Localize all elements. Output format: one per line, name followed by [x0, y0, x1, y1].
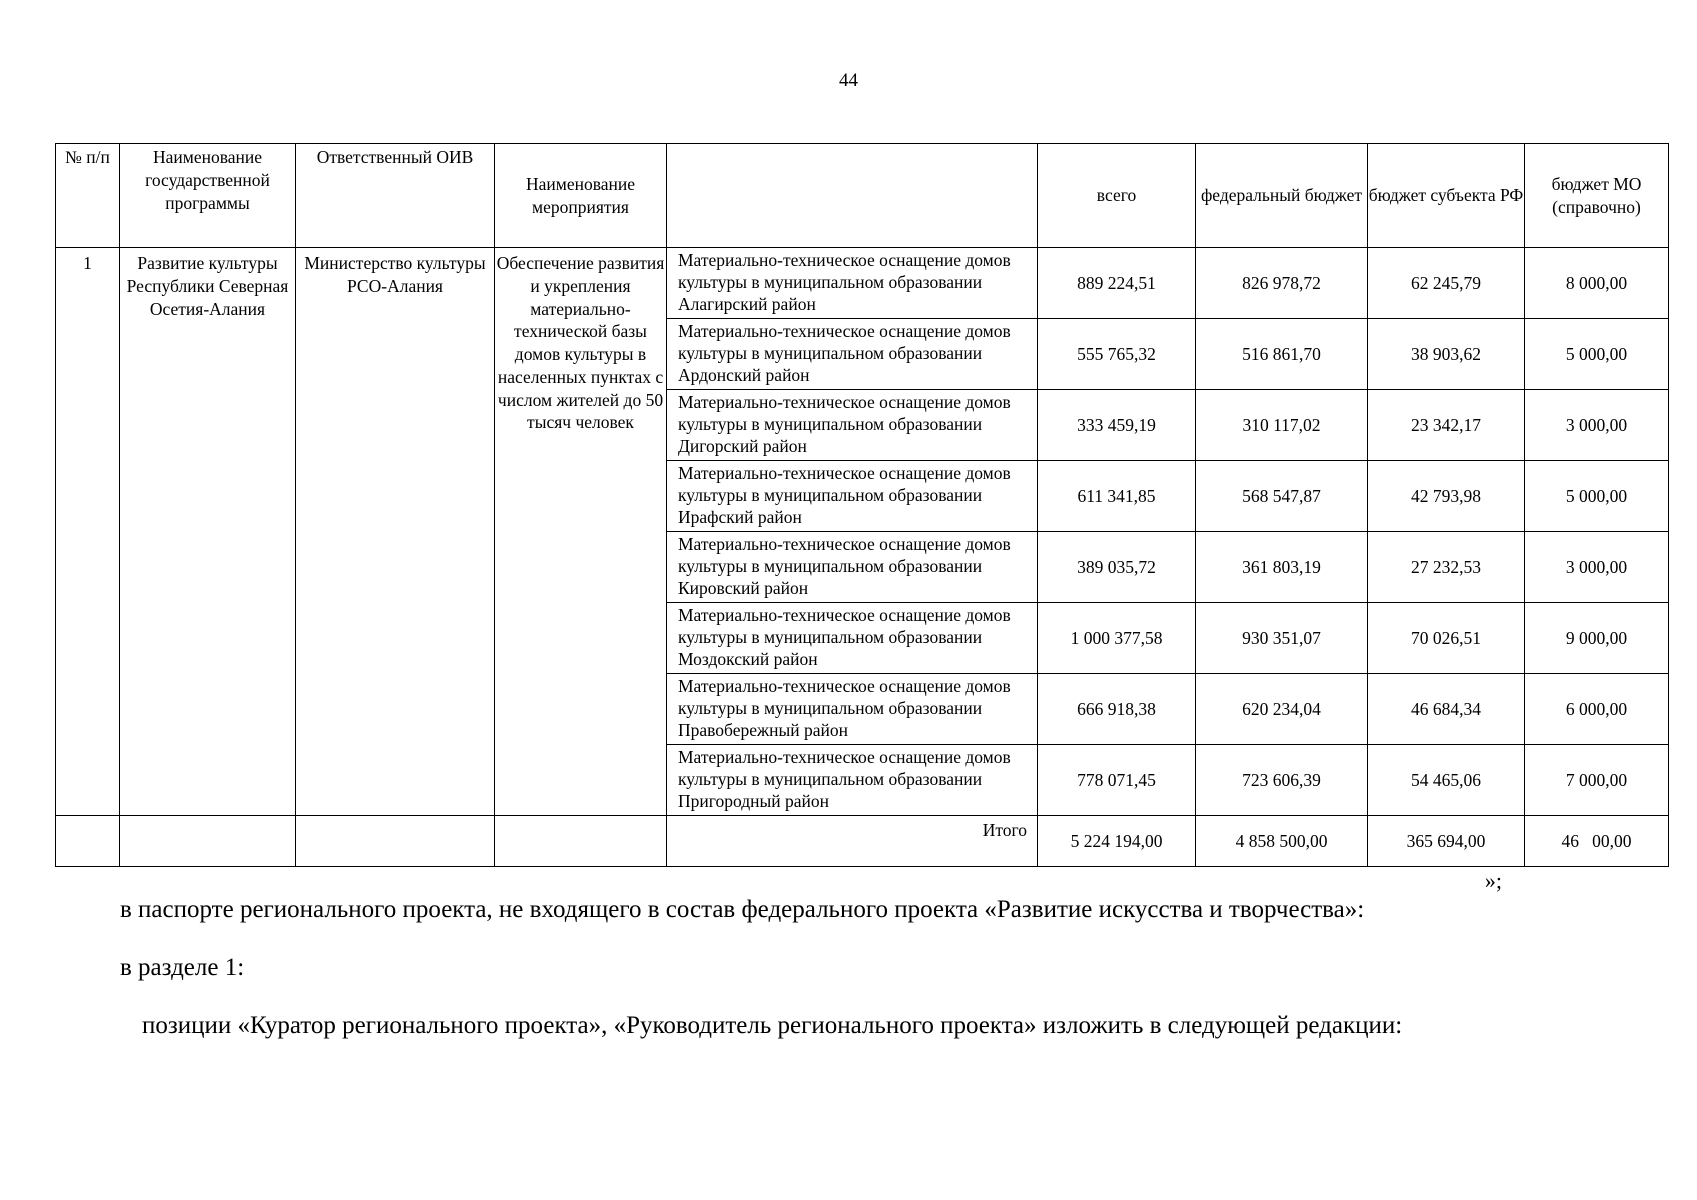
empty-cell: [120, 816, 296, 867]
page-number: 44: [839, 70, 858, 91]
federal-cell: 361 803,19: [1196, 532, 1368, 603]
totals-mo: 46 00,00: [1525, 816, 1669, 867]
header-subject: бюджет субъекта РФ: [1368, 144, 1525, 248]
closing-quote: »;: [1484, 868, 1502, 893]
activity-cell: Материально-техническое оснащение домов культуры в муниципальном образовании Дигорский район: [667, 390, 1038, 461]
total-cell: 778 071,45: [1038, 745, 1196, 816]
activity-cell: Материально-техническое оснащение домов культуры в муниципальном образовании Правобережный район: [667, 674, 1038, 745]
mo-cell: 5 000,00: [1525, 319, 1669, 390]
header-total: всего: [1038, 144, 1196, 248]
total-cell: 389 035,72: [1038, 532, 1196, 603]
mo-cell: 7 000,00: [1525, 745, 1669, 816]
header-mo: бюджет МО (справочно): [1525, 144, 1669, 248]
subject-cell: 70 026,51: [1368, 603, 1525, 674]
total-cell: 611 341,85: [1038, 461, 1196, 532]
header-event: Наименование мероприятия: [495, 144, 667, 248]
totals-subject: 365 694,00: [1368, 816, 1525, 867]
totals-row: [56, 816, 1669, 867]
empty-cell: [56, 816, 120, 867]
empty-cell: [495, 816, 667, 867]
subject-cell: 27 232,53: [1368, 532, 1525, 603]
federal-cell: 516 861,70: [1196, 319, 1368, 390]
subject-cell: 46 684,34: [1368, 674, 1525, 745]
mo-cell: 6 000,00: [1525, 674, 1669, 745]
header-row: [56, 144, 1669, 248]
total-cell: 666 918,38: [1038, 674, 1196, 745]
totals-label: Итого: [667, 816, 1038, 867]
totals-total: 5 224 194,00: [1038, 816, 1196, 867]
federal-cell: 568 547,87: [1196, 461, 1368, 532]
mo-cell: 5 000,00: [1525, 461, 1669, 532]
header-num: № п/п: [56, 144, 120, 248]
total-cell: 1 000 377,58: [1038, 603, 1196, 674]
activity-cell: Материально-техническое оснащение домов культуры в муниципальном образовании Пригородный район: [667, 745, 1038, 816]
paragraph-section: в разделе 1:: [120, 954, 245, 981]
activity-cell: Материально-техническое оснащение домов культуры в муниципальном образовании Ирафский район: [667, 461, 1038, 532]
activity-cell: Материально-техническое оснащение домов культуры в муниципальном образовании Кировский район: [667, 532, 1038, 603]
federal-cell: 826 978,72: [1196, 248, 1368, 319]
paragraph-passport: в паспорте регионального проекта, не входящего в состав федерального проекта «Развитие искусства и творчества»:: [120, 896, 1365, 923]
activity-cell: Материально-техническое оснащение домов культуры в муниципальном образовании Ардонский район: [667, 319, 1038, 390]
program-name: Развитие культуры Республики Северная Осетия-Алания: [120, 248, 296, 816]
header-blank: [667, 144, 1038, 248]
totals-federal: 4 858 500,00: [1196, 816, 1368, 867]
federal-cell: 310 117,02: [1196, 390, 1368, 461]
header-responsible: Ответственный ОИВ: [296, 144, 495, 248]
budget-table: [55, 143, 1669, 867]
subject-cell: 38 903,62: [1368, 319, 1525, 390]
table-row: [56, 248, 1669, 319]
federal-cell: 620 234,04: [1196, 674, 1368, 745]
activity-cell: Материально-техническое оснащение домов культуры в муниципальном образовании Моздокский район: [667, 603, 1038, 674]
mo-cell: 3 000,00: [1525, 390, 1669, 461]
header-federal: федеральный бюджет: [1196, 144, 1368, 248]
subject-cell: 42 793,98: [1368, 461, 1525, 532]
total-cell: 333 459,19: [1038, 390, 1196, 461]
federal-cell: 723 606,39: [1196, 745, 1368, 816]
row-number: 1: [56, 248, 120, 816]
mo-cell: 8 000,00: [1525, 248, 1669, 319]
subject-cell: 23 342,17: [1368, 390, 1525, 461]
mo-cell: 3 000,00: [1525, 532, 1669, 603]
subject-cell: 62 245,79: [1368, 248, 1525, 319]
subject-cell: 54 465,06: [1368, 745, 1525, 816]
header-program: Наименование государственной программы: [120, 144, 296, 248]
total-cell: 555 765,32: [1038, 319, 1196, 390]
federal-cell: 930 351,07: [1196, 603, 1368, 674]
empty-cell: [296, 816, 495, 867]
paragraph-positions: позиции «Куратор регионального проекта», «Руководитель регионального проекта» изложить в следующей редакции:: [142, 1012, 1403, 1039]
activity-cell: Материально-техническое оснащение домов культуры в муниципальном образовании Алагирский район: [667, 248, 1038, 319]
total-cell: 889 224,51: [1038, 248, 1196, 319]
event-name: Обеспечение развития и укрепления материально-технической базы домов культуры в населенных пунктах с числом жителей до 50 тысяч человек: [495, 248, 667, 816]
responsible-body: Министерство культуры РСО-Алания: [296, 248, 495, 816]
mo-cell: 9 000,00: [1525, 603, 1669, 674]
